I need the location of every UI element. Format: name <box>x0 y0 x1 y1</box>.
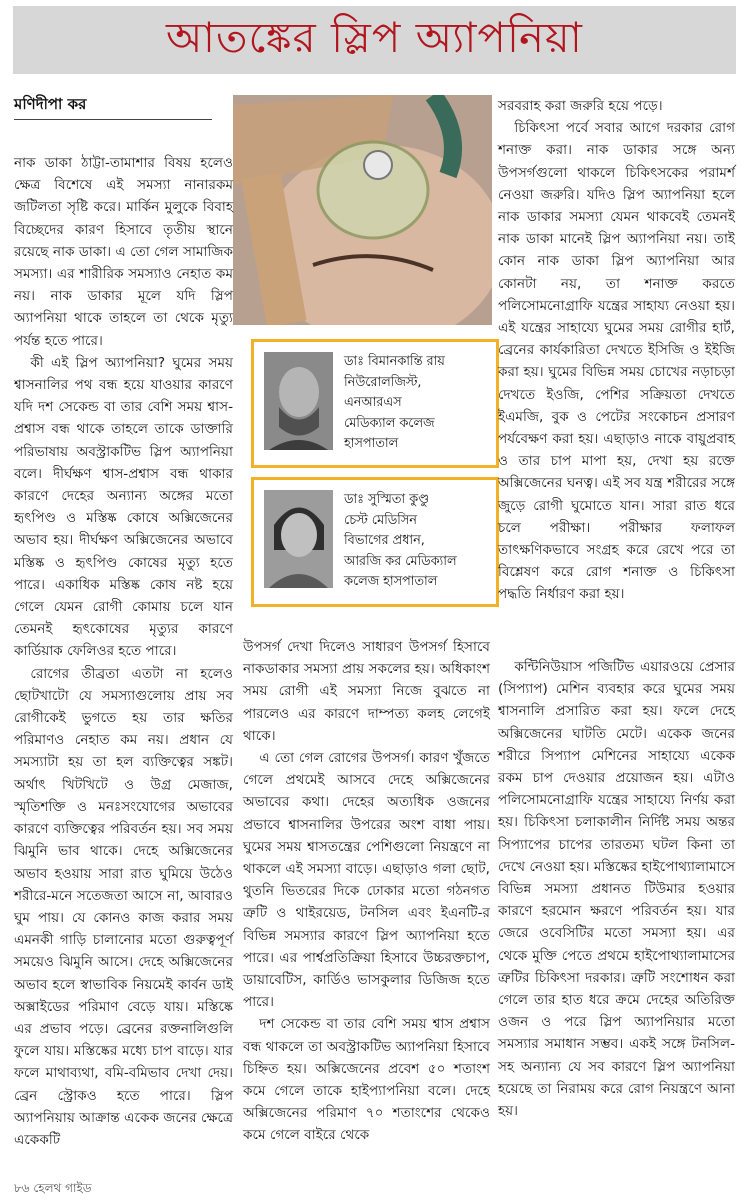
page-footer: ৮৬ হেলথ গাইড <box>14 1181 92 1195</box>
cpap-mask-photo-icon <box>233 95 492 325</box>
expert-line: ডাঃ সুস্মিতা কুণ্ডু <box>344 492 429 507</box>
paragraph: এ তো গেল রোগের উপসর্গ। কারণ খুঁজতে গেলে প্রথমেই আসবে দেহে অক্সিজেনের অভাবের কথা। দেহের অত্যধিক ওজনের প্রভাবে শ্বাসনালির উপরের অংশ বাধা পায়। ঘুমের সময় শ্বাসতন্ত্রের পেশিগুলো নিয়ন্ত্রণে না থাকলে এই সমস্যা বাড়ে। এছাড়াও গলা ছোট, থুতনি ভিতরের দিকে ঢোকার মতো গঠনগত ত্রুটি ও থাইরয়েড, টনসিল এবং ইএনটি-র বিভিন্ন সমস্যার কারণে স্লিপ অ্যাপনিয়া হতে পারে। এর পার্শ্বপ্রতিক্রিয়া হিসাবে উচ্চরক্তচাপ, ডায়াবেটিস, কার্ডিও ভাসকুলার ডিজিজ হতে পারে। <box>243 750 490 1011</box>
expert-portrait-2 <box>264 490 333 588</box>
column-1 <box>14 152 233 1151</box>
expert-box-2 <box>251 477 499 607</box>
article-title: আতঙ্কের স্লিপ অ্যাপনিয়া <box>166 12 583 62</box>
paragraph: উপসর্গ দেখা দিলেও সাধারণ উপসর্গ হিসাবে নাকডাকার সমস্যা প্রায় সকলের হয়। অধিকাংশ সময় রোগী এই সমস্যা নিজে বুঝতে না পারলেও এর কারণে দাম্পত্য কলহ লেগেই থাকে। <box>243 639 490 744</box>
portrait-1-icon <box>264 352 333 450</box>
author-name: মণিদীপা কর <box>14 95 87 113</box>
expert-line: মেডিক্যাল কলেজ <box>344 415 435 431</box>
column-3-bottom <box>498 656 735 1122</box>
cpap-mask-photo <box>233 95 492 325</box>
paragraph: সরবরাহ করা জরুরি হয়ে পড়ে। <box>498 98 663 114</box>
paragraph: দশ সেকেন্ড বা তার বেশি সময় শ্বাস প্রশ্বাস বন্ধ থাকলে তা অবস্ট্রাকটিভ অ্যাপনিয়া হিসাবে চিহ্নিত হয়। অক্সিজেনের প্রবেশ ৫০ শতাংশ কমে গেলে তাকে হাইপ্যাপনিয়া বলে। দেহে অক্সিজেনের পরিমাণ ৭০ শতাংশের থেকেও কমে গেলে বাইরে থেকে <box>243 1016 490 1144</box>
expert-line: কলেজ হাসপাতাল <box>344 574 438 589</box>
expert-line: নিউরোলজিস্ট, <box>344 374 422 390</box>
paragraph: নাক ডাকা ঠাট্টা-তামাশার বিষয় হলেও ক্ষেত্র বিশেষে এই সমস্যা নানারকম জটিলতা সৃষ্টি করে। মার্কিন মুলুকে বিবাহ বিচ্ছেদের কারণ হিসাবে তৃতীয় স্থানে রয়েছে নাক ডাকা। এ তো গেল সামাজিক সমস্যা। এর শারীরিক সমস্যাও নেহাত কম নয়। নাক ডাকার মূলে যদি স্লিপ অ্যাপনিয়া থাকে তাহলে তা থেকে মৃত্যু পর্যন্ত হতে পারে। <box>14 155 233 349</box>
author-divider <box>14 119 212 120</box>
expert-line: এনআরএস <box>344 395 402 410</box>
expert-info-2 <box>344 490 492 593</box>
expert-line: বিভাগের প্রধান, <box>344 533 425 548</box>
expert-box-1 <box>251 339 499 468</box>
paragraph: কন্টিনিউয়াস পজিটিভ এয়ারওয়ে প্রেসার (সিপ্যাপ) মেশিন ব্যবহার করে ঘুমের সময় শ্বাসনালি প্রসারিত করা হয়। ফলে দেহে অক্সিজেনের ঘাটতি মেটে। একেক জনের শরীরে সিপ্যাপ মেশিনের সাহায্যে একেক রকম চাপ দেওয়ার প্রয়োজন হয়। এটাও পলিসোমনোগ্রাফি যন্ত্রের সাহায্যে নির্ণয় করা হয়। চিকিৎসা চলাকালীন নির্দিষ্ট সময় অন্তর সিপ্যাপের চাপের তারতম্য ঘটল কিনা তা দেখে নেওয়া হয়। মস্তিষ্কের হাইপোথ্যালামাসে বিভিন্ন সমস্যা প্রধানত টিউমার হওয়ার কারণে হরমোন ক্ষরণে পরিবর্তন হয়। যার জেরে ওবেসিটির মতো সমস্যা হয়। এর থেকে মুক্তি পেতে প্রথমে হাইপোথ্যালামাসের ত্রুটির চিকিৎসা দরকার। ত্রুটি সংশোধন করা গেলে তার হাত ধরে ক্রমে দেহের অতিরিক্ত ওজন ও পরে স্লিপ অ্যাপনিয়ার মতো সমস্যার সমাধান সম্ভব। একই সঙ্গে টনসিল-সহ অন্যান্য যে সব কারণে স্লিপ অ্যাপনিয়া হয়েছে তা নিরাময় করে রোগ নিয়ন্ত্রণে আনা হয়। <box>498 659 735 1120</box>
expert-line: হাসপাতাল <box>344 436 399 451</box>
column-2 <box>243 636 490 1147</box>
paragraph: রোগের তীব্রতা এতটা না হলেও ছোটখাটো যে সমস্যাগুলোয় প্রায় সব রোগীকেই ভুগতে হয় তার ক্ষতির পরিমাণও নেহাত কম নয়। প্রধান যে সমস্যাটা হয় তা হল ব্যক্তিত্বের সঙ্কট। অর্থাৎ খিটখিটে ও উগ্র মেজাজ, স্মৃতিশক্তি ও মনঃসংযোগের অভাবের কারণে ব্যক্তিত্বের পরিবর্তন হয়। সব সময় ঝিমুনি ভাব থাকে। দেহে অক্সিজেনের অভাব হওয়ায় সারা রাত ঘুমিয়ে উঠেও শরীরে-মনে সতেজতা আসে না, আবারও ঘুম পায়। যে কোনও কাজ করার সময় এমনকী গাড়ি চালানোর মতো গুরুত্বপূর্ণ সময়েও ঝিমুনি আসে। দেহে অক্সিজেনের অভাব হলে স্বাভাবিক নিয়মেই কার্বন ডাই অক্সাইডের পরিমাণ বেড়ে যায়। মস্তিষ্কে এর প্রভাব পড়ে। ব্রেনের রক্তনালিগুলি ফুলে যায়। মস্তিষ্কের মধ্যে চাপ বাড়ে। যার ফলে মাথাব্যথা, বমি-বমিভাব দেখা দেয়। ব্রেন স্ট্রোকও হতে পারে। স্লিপ অ্যাপনিয়ায় আক্রান্ত একেক জনের ক্ষেত্রে একেকটি <box>14 665 233 1148</box>
paragraph: কী এই স্লিপ অ্যাপনিয়া? ঘুমের সময় শ্বাসনালির পথ বন্ধ হয়ে যাওয়ার কারণে যদি দশ সেকেন্ড বা তার বেশি সময় শ্বাস-প্রশ্বাস বন্ধ থাকে তাহলে তাকে ডাক্তারি পরিভাষায় অবস্ট্রাকটিভ স্লিপ অ্যাপনিয়া বলে। দীর্ঘক্ষণ শ্বাস-প্রশ্বাস বন্ধ থাকার কারণে দেহের অন্যান্য অঙ্গের মতো হৃৎপিণ্ড ও মস্তিষ্ক কোষে অক্সিজেনের অভাব হয়। দীর্ঘক্ষণ অক্সিজেনের অভাবে মস্তিষ্ক ও হৃৎপিণ্ড কোষের মৃত্যু হতে পারে। একাধিক মস্তিষ্ক কোষ নষ্ট হয়ে গেলে যেমন রোগী কোমায় চলে যান তেমনই হৃৎকোষের মৃত্যুর কারণে কার্ডিয়াক ফেলিওর হতে পারে। <box>14 354 233 660</box>
expert-line: চেস্ট মেডিসিন <box>344 512 417 528</box>
column-3-top <box>498 95 735 606</box>
expert-portrait-1 <box>264 352 333 450</box>
title-bar <box>13 6 736 74</box>
expert-line: আরজি কর মেডিক্যাল <box>344 553 457 569</box>
paragraph: চিকিৎসা পর্বে সবার আগে দরকার রোগ শনাক্ত করা। নাক ডাকার সঙ্গে অন্য উপসর্গগুলো থাকলে চিকিৎসকের পরামর্শ নেওয়া জরুরি। যদিও স্লিপ অ্যাপনিয়া হলে নাক ডাকার সমস্যা যেমন থাকবেই তেমনই নাক ডাকা মানেই স্লিপ অ্যাপনিয়া নয়। তাই কোন নাক ডাকা স্লিপ অ্যাপনিয়া আর কোনটা নয়, তা শনাক্ত করতে পলিসোমনোগ্রাফি যন্ত্রের সাহায্য নেওয়া হয়। এই যন্ত্রের সাহায্যে ঘুমের সময় রোগীর হার্ট, ব্রেনের কার্যকারিতা দেখতে ইসিজি ও ইইজি করা হয়। ঘুমের বিভিন্ন সময় চোখের নড়াচড়া দেখতে ইওজি, পেশির সক্রিয়তা দেখতে ইএমজি, বুক ও পেটের সংকোচন প্রসারণ পর্যবেক্ষণ করা হয়। এছাড়াও নাকে বায়ুপ্রবাহ ও তার চাপ মাপা হয়, দেখা হয় রক্তে অক্সিজেনের ঘনত্ব। এই সব যন্ত্র শরীরের সঙ্গে জুড়ে রোগী ঘুমোতে যান। সারা রাত ধরে চলে পরীক্ষা। পরীক্ষার ফলাফল তাৎক্ষণিকভাবে সংগ্রহ করে রেখে পরে তা বিশ্লেষণ করে রোগ শনাক্ত ও চিকিৎসা পদ্ধতি নির্ধারণ করা হয়। <box>498 120 735 603</box>
expert-line: ডাঃ বিমানকান্তি রায় <box>344 354 445 369</box>
expert-info-1 <box>344 352 492 455</box>
portrait-2-icon <box>264 490 333 588</box>
